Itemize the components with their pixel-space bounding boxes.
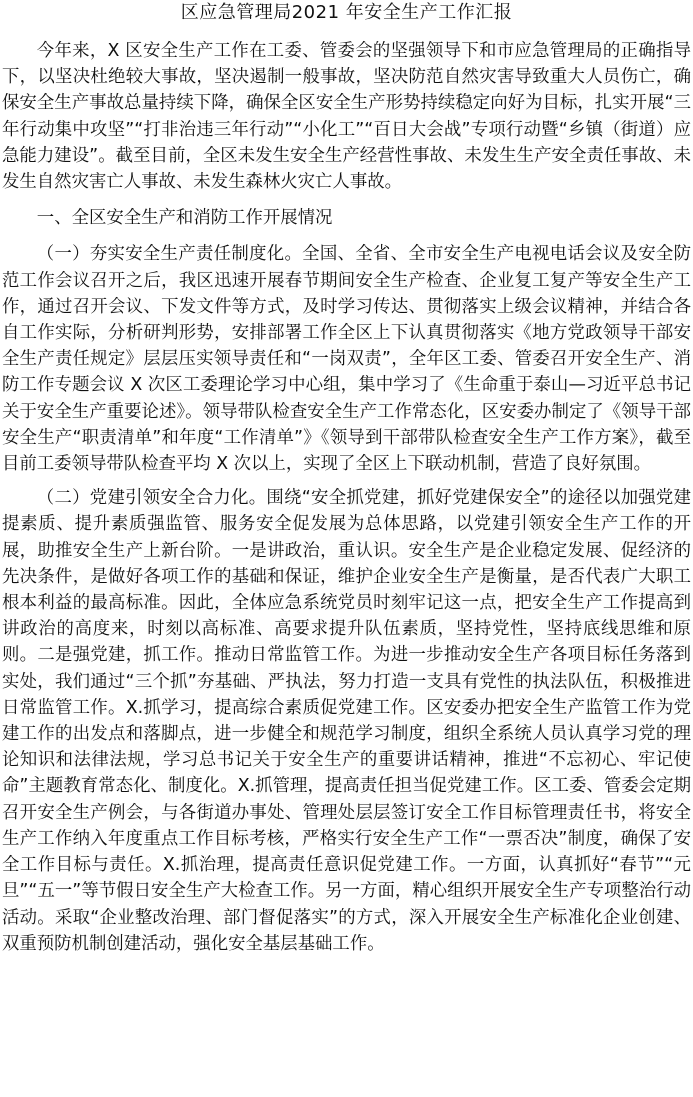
- intro-paragraph: 今年来，X 区安全生产工作在工委、管委会的坚强领导下和市应急管理局的正确指导下，以坚决杜绝较大事故，坚决遏制一般事故，坚决防范自然灾害导致重大人员伤亡，确保安全生产事故总量持续下降，确保全区安全生产形势持续稳定向好为目标，扎实开展“三年行动集中攻坚”“打非治违三年行动”“小化工”“百日大会战”专项行动暨“乡镇（街道）应急能力建设”。截至目前，全区未发生安全生产经营性事故、未发生生产安全责任事故、未发生自然灾害亡人事故、未发生森林火灾亡人事故。: [2, 41, 691, 193]
- document-title: 区应急管理局2021 年安全生产工作汇报: [180, 2, 513, 23]
- paragraph-responsibility: （一）夯实安全生产责任制度化。全国、全省、全市安全生产电视电话会议及安全防范工作会议召开之后，我区迅速开展春节期间安全生产检查、企业复工复产等安全生产工作，通过召开会议、下发文件等方式，及时学习传达、贯彻落实上级会议精神，并结合各自工作实际，分析研判形势，安排部署工作全区上下认真贯彻落实《地方党政领导干部安全生产责任规定》层层压实领导责任和“一岗双责”，全年区工委、管委召开安全生产、消防工作专题会议 X 次区工委理论学习中心组，集中学习了《生命重于泰山—习近平总书记关于安全生产重要论述》。领导带队检查安全生产工作常态化，区安委办制定了《领导干部安全生产“职责清单”和年度“工作清单”》《领导到干部带队检查安全生产工作方案》，截至目前工委领导带队检查平均 X 次以上，实现了全区上下联动机制，营造了良好氛围。: [2, 244, 691, 475]
- section-heading: 一、全区安全生产和消防工作开展情况: [36, 208, 333, 229]
- paragraph-party-building: （二）党建引领安全合力化。围绕“安全抓党建，抓好党建保安全”的途径以加强党建提素质、提升素质强监管、服务安全促发展为总体思路，以党建引领安全生产工作的开展，助推安全生产上新台阶。一是讲政治，重认识。安全生产是企业稳定发展、促经济的先决条件，是做好各项工作的基础和保证，维护企业安全生产是衡量，是否代表广大职工根本利益的最高标准。因此，全体应急系统党员时刻牢记这一点，把安全生产工作提高到讲政治的高度来，时刻以高标准、高要求提升队伍素质，坚持党性，坚持底线思维和原则。二是强党建，抓工作。推动日常监管工作。为进一步推动安全生产各项目标任务落到实处，我们通过“三个抓”夯基础、严执法，努力打造一支具有党性的执法队伍，积极推进日常监管工作。X.抓学习，提高综合素质促党建工作。区安委办把安全生产监管工作为党建工作的出发点和落脚点，进一步健全和规范学习制度，组织全系统人员认真学习党的理论知识和法律法规，学习总书记关于安全生产的重要讲话精神，推进“不忘初心、牢记使命”主题教育常态化、制度化。X.抓管理，提高责任担当促党建工作。区工委、管委会定期召开安全生产例会，与各街道办事处、管理处层层签订安全工作目标管理责任书，将安全生产工作纳入年度重点工作目标考核，严格实行安全生产工作“一票否决”制度，确保了安全工作目标与责任。X.抓治理，提高责任意识促党建工作。一方面，认真抓好“春节”“元旦”“五一”等节假日安全生产大检查工作。另一方面，精心组织开展安全生产专项整治行动活动。采取“企业整改治理、部门督促落实”的方式，深入开展安全生产标准化企业创建、双重预防机制创建活动，强化安全基层基础工作。: [2, 488, 691, 954]
